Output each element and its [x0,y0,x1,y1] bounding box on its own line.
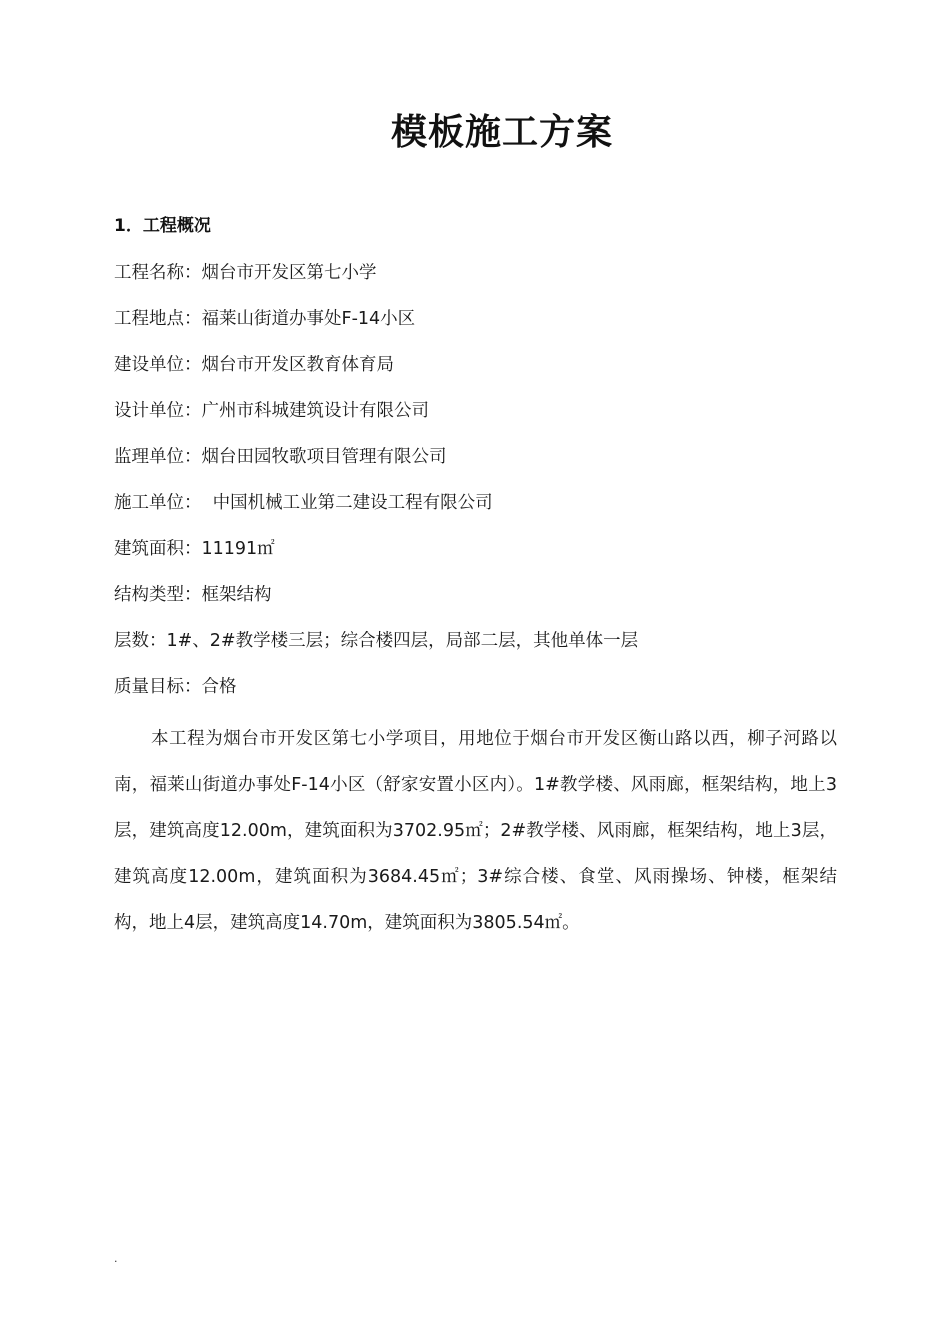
info-line-floor-area [114,537,844,583]
info-label: 施工单位： [114,493,202,513]
info-value: 烟台田园牧歌项目管理有限公司 [201,447,447,467]
info-value: 烟台市开发区第七小学 [201,263,377,283]
info-value: 合格 [201,677,237,697]
info-label: 建设单位： [114,355,202,375]
info-label: 层数： [114,631,167,651]
info-line-floors [114,629,844,675]
info-line-owner [114,353,844,399]
info-label: 工程地点： [114,309,202,329]
footer-mark: . [114,1252,118,1265]
info-value: 广州市科城建筑设计有限公司 [201,401,429,421]
info-label: 结构类型： [114,585,202,605]
project-overview-paragraph: 本工程为烟台市开发区第七小学项目，用地位于烟台市开发区衡山路以西，柳子河路以南，福莱山街道办事处F-14小区（舒家安置小区内）。1#教学楼、风雨廊，框架结构，地上3层，建筑高度12.00m，建筑面积为3702.95㎡；2#教学楼、风雨廊，框架结构，地上3层，建筑高度12.00m，建筑面积为3684.45㎡；3#综合楼、食堂、风雨操场、钟楼，框架结构，地上4层，建筑高度14.70m，建筑面积为3805.54㎡。 [114,729,837,933]
info-line-project-location [114,307,844,353]
info-line-supervisor [114,445,844,491]
info-line-quality-target [114,675,844,721]
info-line-structure-type [114,583,844,629]
info-value: 11191㎡ [201,539,275,559]
info-label: 设计单位： [114,401,202,421]
info-value: 福莱山街道办事处F-14小区 [201,309,416,329]
document-title: 模板施工方案 [390,112,613,153]
info-line-contractor [114,491,844,537]
info-value: 中国机械工业第二建设工程有限公司 [201,493,493,513]
section-heading: 1．工程概况 [114,216,211,236]
info-label: 监理单位： [114,447,202,467]
info-label: 建筑面积： [114,539,202,559]
info-value: 框架结构 [201,585,272,605]
info-value: 1#、2#教学楼三层；综合楼四层，局部二层，其他单体一层 [166,631,639,651]
info-line-project-name [114,261,844,307]
info-label: 工程名称： [114,263,202,283]
info-value: 烟台市开发区教育体育局 [201,355,394,375]
info-label: 质量目标： [114,677,202,697]
info-line-designer [114,399,844,445]
project-info-list [114,261,844,721]
